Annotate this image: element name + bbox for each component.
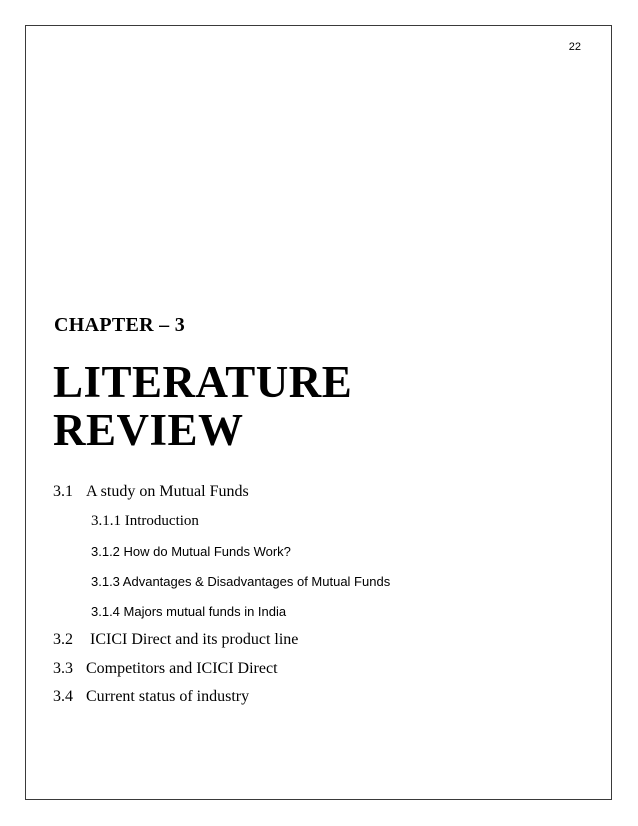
toc-item-number: 3.3 bbox=[53, 660, 73, 677]
toc-item-3-1 bbox=[53, 483, 249, 501]
toc-item-label: 3.1.2 How do Mutual Funds Work? bbox=[91, 544, 291, 559]
toc-item-3-4 bbox=[53, 688, 249, 706]
page-border bbox=[25, 25, 612, 800]
toc-item-label: Competitors and ICICI Direct bbox=[86, 660, 278, 677]
page-number: 22 bbox=[568, 41, 581, 53]
toc-item-3-1-1 bbox=[91, 513, 199, 530]
toc-item-label: 3.1.4 Majors mutual funds in India bbox=[91, 604, 287, 619]
chapter-title-line-1: LITERATURE bbox=[53, 357, 353, 407]
chapter-title bbox=[53, 358, 352, 454]
toc-item-3-1-3 bbox=[91, 574, 390, 589]
toc-item-3-1-2 bbox=[91, 544, 291, 559]
chapter-title-line-2: REVIEW bbox=[53, 405, 244, 455]
toc-item-3-1-4 bbox=[91, 604, 286, 619]
toc-item-label: Current status of industry bbox=[86, 688, 250, 705]
toc-item-label: A study on Mutual Funds bbox=[86, 483, 249, 500]
toc-item-number: 3.1 bbox=[53, 483, 73, 500]
toc-item-3-2 bbox=[53, 631, 298, 649]
chapter-heading: CHAPTER – 3 bbox=[54, 314, 186, 336]
toc-item-label: 3.1.1 Introduction bbox=[91, 513, 199, 529]
toc-item-label: ICICI Direct and its product line bbox=[90, 631, 299, 648]
toc-item-label: 3.1.3 Advantages & Disadvantages of Mutual Funds bbox=[91, 574, 391, 589]
toc-item-3-3 bbox=[53, 660, 278, 678]
toc-item-number: 3.2 bbox=[53, 631, 73, 648]
toc-item-number: 3.4 bbox=[53, 688, 73, 705]
